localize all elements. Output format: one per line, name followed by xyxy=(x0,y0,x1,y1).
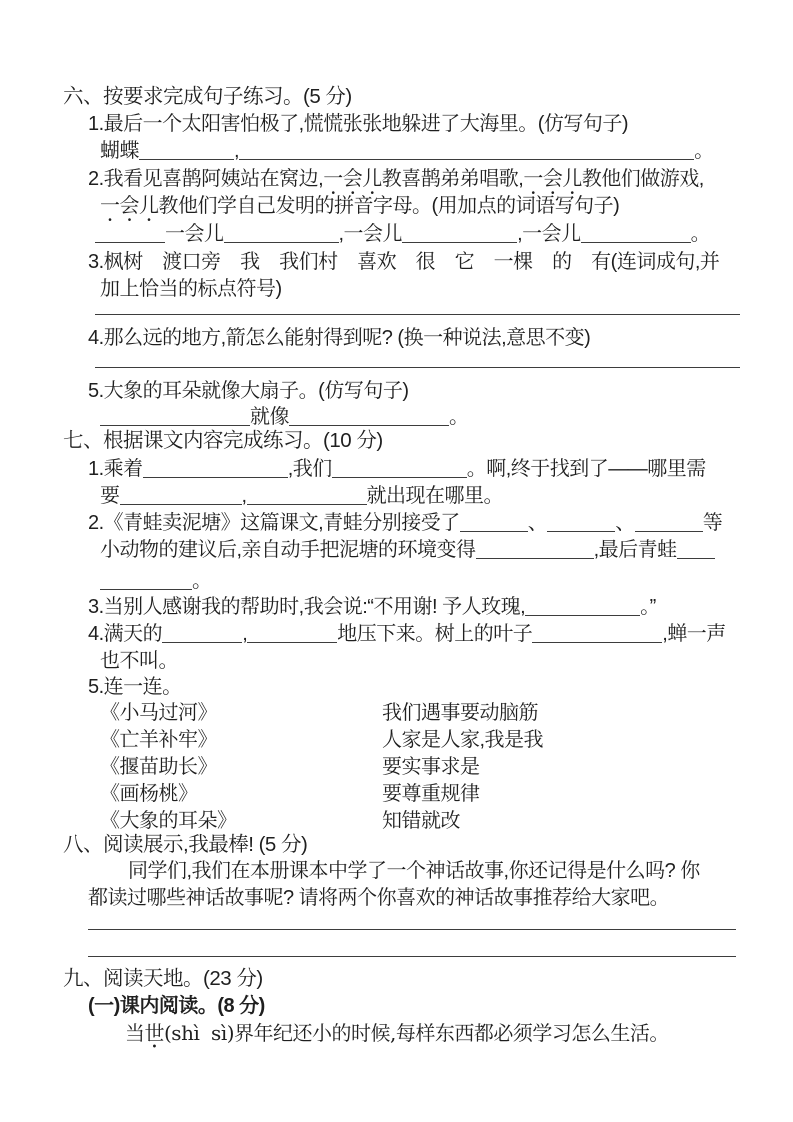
dotted-char: 世 xyxy=(144,1021,164,1045)
text-run: , xyxy=(242,623,248,645)
s7-q3-text xyxy=(88,594,656,620)
dotted-char: 一 xyxy=(323,168,343,190)
s7-q4-line2: 也不叫。 xyxy=(100,650,178,672)
answer-blank xyxy=(139,144,234,160)
s7-q2-line1 xyxy=(88,510,722,536)
s6-q1-text: 1.最后一个太阳害怕极了,慌慌张张地躲进了大海里。(仿写句子) xyxy=(88,113,629,135)
text-run: 教他们学自己发明的拼音字母。(用加点的词语写句子) xyxy=(158,195,620,217)
dotted-char: 儿 xyxy=(562,168,582,190)
answer-blank xyxy=(95,299,740,315)
dotted-char: 儿 xyxy=(362,168,382,190)
text-run: 一会儿 xyxy=(165,223,224,245)
text-run: 、 xyxy=(615,512,635,534)
answer-blank xyxy=(547,516,615,532)
answer-blank xyxy=(247,627,337,643)
text-run: 教他们做游戏, xyxy=(581,168,704,190)
s7-q1-line1 xyxy=(88,456,706,482)
text-run: , xyxy=(241,485,247,507)
s6-q2-answer-line xyxy=(95,221,710,247)
text-run: 就像 xyxy=(250,406,289,428)
text-run: 2.我看见喜鹊阿姨站在窝边, xyxy=(88,168,324,190)
s8-paragraph-line2: 都读过哪些神话故事呢? 请将两个你喜欢的神话故事推荐给大家吧。 xyxy=(88,887,670,909)
section8-title: 八、阅读展示,我最棒! (5 分) xyxy=(63,833,308,856)
answer-blank xyxy=(95,352,740,368)
s9-subsection-title: (一)课内阅读。(8 分) xyxy=(88,995,265,1017)
match-left-title: 《亡羊补牢》 xyxy=(100,729,217,751)
s8-answer-rule-2 xyxy=(88,935,736,961)
match-right-statement: 要实事求是 xyxy=(382,756,480,778)
match-row xyxy=(100,808,460,834)
text-run: ,最后青蛙 xyxy=(593,539,677,561)
answer-blank xyxy=(525,600,640,616)
answer-blank xyxy=(88,914,736,930)
dotted-char: 会 xyxy=(342,168,363,190)
text-run: 地压下来。树上的叶子 xyxy=(337,623,533,645)
text-run: 。” xyxy=(640,596,656,618)
answer-blank xyxy=(224,227,339,243)
section6-title: 六、按要求完成句子练习。(5 分) xyxy=(63,85,352,108)
match-row xyxy=(100,754,480,780)
text-run: 等 xyxy=(702,512,723,534)
match-right-statement: 我们遇事要动脑筋 xyxy=(382,702,538,724)
text-run: 教喜鹊弟弟唱歌, xyxy=(381,168,524,190)
answer-blank xyxy=(635,516,703,532)
section7-title: 七、根据课文内容完成练习。(10 分) xyxy=(63,429,383,452)
text-run: 就出现在哪里。 xyxy=(366,485,504,507)
s9-passage-line xyxy=(125,1020,669,1046)
text-run: , xyxy=(234,140,240,162)
answer-blank xyxy=(332,462,467,478)
match-left-title: 《揠苗助长》 xyxy=(100,756,217,778)
answer-blank xyxy=(247,489,367,505)
s6-q5-answer-line xyxy=(100,404,469,430)
answer-blank xyxy=(581,227,691,243)
text-run: 3.当别人感谢我的帮助时,我会说:“不用谢! 予人玫瑰, xyxy=(88,596,526,618)
text-run: 当 xyxy=(125,1021,145,1045)
text-run: 2.《青蛙卖泥塘》这篇课文,青蛙分别接受了 xyxy=(88,512,460,534)
answer-blank xyxy=(100,574,192,590)
s7-q2-line2 xyxy=(100,537,715,563)
s8-answer-rule-1 xyxy=(88,908,736,934)
s7-q4-line1 xyxy=(88,621,726,647)
text-run: 。 xyxy=(694,140,714,162)
dotted-char: 儿 xyxy=(139,195,159,217)
s6-q3-line1: 3.枫树 渡口旁 我 我们村 喜欢 很 它 一棵 的 有(连词成句,并 xyxy=(88,251,720,273)
s8-paragraph-line1: 同学们,我们在本册课本中学了一个神话故事,你还记得是什么吗? 你 xyxy=(128,860,700,882)
dotted-char: 会 xyxy=(542,168,563,190)
answer-blank xyxy=(88,941,736,957)
answer-blank xyxy=(100,410,250,426)
answer-blank xyxy=(239,144,694,160)
answer-blank xyxy=(289,410,449,426)
s6-q2-line1 xyxy=(88,166,704,192)
text-run: 小动物的建议后,亲自动手把泥塘的环境变得 xyxy=(100,539,476,561)
text-run: 。啊,终于找到了——哪里需 xyxy=(466,458,706,480)
text-run: (shì sì)界年纪还小的时候,每样东西都必须学习怎么生活。 xyxy=(164,1021,669,1045)
s7-q1-line2 xyxy=(100,483,503,509)
text-run: ,一会儿 xyxy=(517,223,581,245)
dotted-char: 会 xyxy=(119,195,139,217)
text-run: ,蝉一声 xyxy=(662,623,726,645)
text-run: ,我们 xyxy=(287,458,332,480)
s6-q5-text: 5.大象的耳朵就像大扇子。(仿写句子) xyxy=(88,380,409,402)
answer-blank xyxy=(120,489,242,505)
match-right-statement: 人家是人家,我是我 xyxy=(382,729,544,751)
match-left-title: 《大象的耳朵》 xyxy=(100,810,237,832)
match-row xyxy=(100,781,480,807)
match-row xyxy=(100,700,538,726)
s6-q3-answer-rule xyxy=(95,293,740,319)
answer-blank xyxy=(476,543,594,559)
text-run: 蝴蝶 xyxy=(100,140,139,162)
answer-blank xyxy=(402,227,517,243)
s6-q2-line2 xyxy=(100,193,619,219)
text-run: 。 xyxy=(192,570,212,592)
answer-blank xyxy=(677,543,715,559)
s7-q2-line3 xyxy=(100,568,212,594)
text-run: 、 xyxy=(527,512,548,534)
text-run: 1.乘着 xyxy=(88,458,143,480)
text-run: 。 xyxy=(449,406,469,428)
section9-title: 九、阅读天地。(23 分) xyxy=(63,967,263,990)
match-right-statement: 要尊重规律 xyxy=(382,783,480,805)
text-run: 4.满天的 xyxy=(88,623,163,645)
text-run: ,一会儿 xyxy=(338,223,403,245)
answer-blank xyxy=(532,627,662,643)
s6-q1-answer-line xyxy=(100,138,714,164)
s6-q3-line2: 加上恰当的标点符号) xyxy=(100,278,282,300)
text-run: 要 xyxy=(100,485,120,507)
match-left-title: 《画杨桃》 xyxy=(100,783,198,805)
match-row xyxy=(100,727,543,753)
answer-blank xyxy=(143,462,288,478)
s6-q4-text: 4.那么远的地方,箭怎么能射得到呢? (换一种说法,意思不变) xyxy=(88,327,591,349)
match-right-statement: 知错就改 xyxy=(382,810,460,832)
dotted-char: 一 xyxy=(523,168,543,190)
text-run: 。 xyxy=(690,223,711,245)
answer-blank xyxy=(95,227,165,243)
s6-q4-answer-rule xyxy=(95,346,740,372)
answer-blank xyxy=(460,516,528,532)
dotted-char: 一 xyxy=(100,195,120,217)
answer-blank xyxy=(162,627,242,643)
s7-q5-text: 5.连一连。 xyxy=(88,676,182,698)
match-left-title: 《小马过河》 xyxy=(100,702,217,724)
